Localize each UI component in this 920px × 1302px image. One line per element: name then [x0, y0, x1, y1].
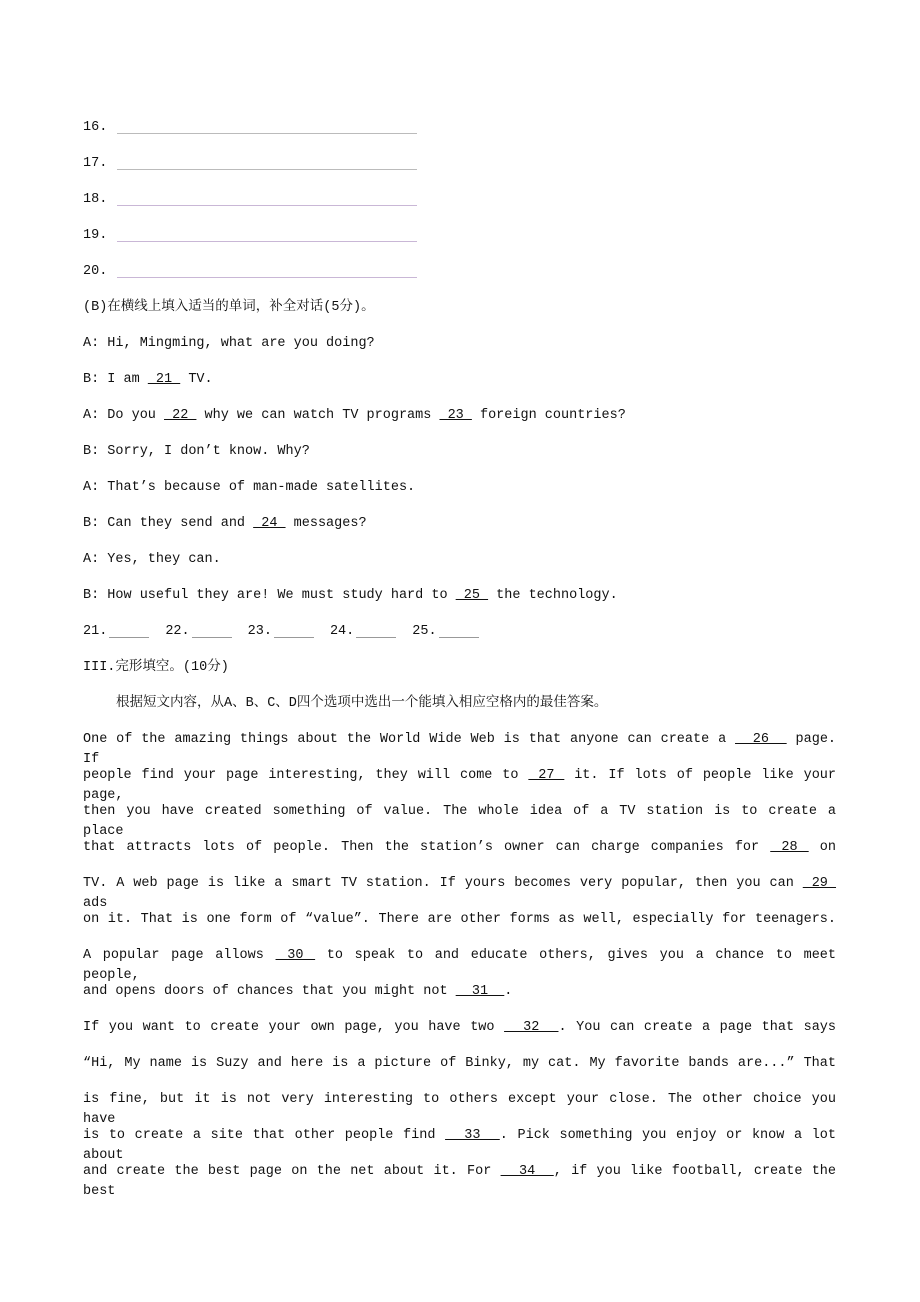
text-segment: to speak to and educate others, gives you a chance to meet people,	[83, 948, 837, 983]
dialogue-line	[83, 514, 367, 534]
text-segment: is to create a site that other people find	[83, 1128, 446, 1143]
answer-blank[interactable]	[117, 227, 417, 242]
passage-line	[83, 982, 512, 1002]
text-segment: messages?	[285, 516, 367, 531]
blank-answer-field[interactable]	[192, 623, 232, 638]
answer-line	[83, 226, 417, 246]
blank-answer-field[interactable]	[109, 623, 149, 638]
answer-number: 19.	[83, 228, 108, 243]
blank-number: 21	[147, 372, 181, 387]
passage-line	[83, 838, 836, 858]
blank-number: 32	[504, 1020, 559, 1035]
answer-blank[interactable]	[117, 263, 417, 278]
blank-number: 33	[445, 1128, 500, 1143]
blank-number: 29	[802, 876, 837, 891]
dialogue-line	[83, 334, 375, 354]
blank-number: 27	[528, 768, 565, 783]
passage-line	[83, 1126, 836, 1163]
answer-number: 16.	[83, 120, 108, 135]
passage-line	[83, 1054, 836, 1074]
text-segment: ads	[83, 896, 108, 911]
text-segment: people find your page interesting, they will come to	[83, 768, 529, 783]
text-segment: B: Sorry, I don’t know. Why?	[83, 444, 310, 459]
text-segment: . You can create a page that says	[558, 1020, 836, 1035]
dialogue-line	[83, 550, 221, 570]
blank-number: 31	[455, 984, 505, 999]
blank-number: 30	[275, 948, 316, 963]
text-segment: that attracts lots of people. Then the station’s owner can charge companies for	[83, 840, 771, 855]
passage-line	[83, 1162, 836, 1199]
passage-line	[83, 946, 837, 983]
answer-blank[interactable]	[117, 155, 417, 170]
text-segment: A: That’s because of man-made satellites.	[83, 480, 416, 495]
text-segment: , if you like football, create the best	[83, 1164, 836, 1199]
blank-number: 22	[164, 408, 197, 423]
text-segment: page. If	[83, 732, 837, 767]
text-segment: B: I am	[83, 372, 148, 387]
answer-line	[83, 118, 417, 138]
blank-number: 24	[253, 516, 286, 531]
text-segment: B: How useful they are! We must study hard to	[83, 588, 456, 603]
text-segment: A: Yes, they can.	[83, 552, 221, 567]
text-segment: . Pick something you enjoy or know a lot about	[83, 1128, 836, 1163]
answer-number: 17.	[83, 156, 108, 171]
section-b-title: (B)在横线上填入适当的单词，补全对话(5分)。	[83, 300, 375, 315]
answer-line	[83, 262, 417, 282]
text-segment: the technology.	[488, 588, 618, 603]
section-3-title: III.完形填空。(10分)	[83, 660, 229, 675]
passage-line	[83, 766, 837, 803]
passage-line	[83, 910, 836, 930]
passage-line	[83, 802, 836, 839]
text-segment: TV.	[180, 372, 213, 387]
text-segment: A popular page allows	[83, 948, 276, 963]
answer-number: 20.	[83, 264, 108, 279]
passage-line	[83, 730, 837, 767]
blank-number: 34	[500, 1164, 554, 1179]
text-segment: then you have created something of value. The whole idea of a TV station is to create a place	[83, 804, 836, 839]
text-segment: why we can watch TV programs	[196, 408, 440, 423]
blank-number: 23	[439, 408, 472, 423]
answer-blank[interactable]	[117, 119, 417, 134]
text-segment: and create the best page on the net about it. For	[83, 1164, 501, 1179]
section-3-instruction: 根据短文内容，从A、B、C、D四个选项中选出一个能填入相应空格内的最佳答案。	[116, 696, 608, 711]
blank-number: 25	[455, 588, 489, 603]
text-segment: One of the amazing things about the World Wide Web is that anyone can create a	[83, 732, 736, 747]
answer-blank[interactable]	[117, 191, 417, 206]
text-segment: on	[808, 840, 837, 855]
blank-label: 22.	[165, 624, 190, 639]
blank-answer-field[interactable]	[439, 623, 479, 638]
dialogue-line	[83, 586, 618, 606]
answer-number: 18.	[83, 192, 108, 207]
text-segment: B: Can they send and	[83, 516, 254, 531]
dialogue-line	[83, 442, 310, 462]
answer-line	[83, 190, 417, 210]
text-segment: “Hi, My name is Suzy and here is a picture of Binky, my cat. My favorite bands are...” That	[83, 1056, 836, 1071]
text-segment: .	[504, 984, 513, 999]
answer-line	[83, 154, 417, 174]
blank-label: 21.	[83, 624, 108, 639]
blank-label: 24.	[329, 624, 355, 639]
text-segment: TV. A web page is like a smart TV station. If yours becomes very popular, then you can	[83, 876, 803, 891]
blank-number: 28	[770, 840, 809, 855]
text-segment: foreign countries?	[471, 408, 626, 423]
dialogue-line	[83, 406, 626, 426]
dialogue-line	[83, 478, 415, 498]
blank-answer-field[interactable]	[356, 623, 396, 638]
text-segment: A: Do you	[83, 408, 165, 423]
text-segment: it. If lots of people like your page,	[83, 768, 837, 803]
text-segment: and opens doors of chances that you might not	[83, 984, 456, 999]
passage-line	[83, 874, 837, 911]
text-segment: A: Hi, Mingming, what are you doing?	[83, 336, 375, 351]
passage-line	[83, 1090, 836, 1127]
text-segment: If you want to create your own page, you have two	[83, 1020, 505, 1035]
passage-line	[83, 1018, 836, 1038]
blank-answer-field[interactable]	[274, 623, 314, 638]
dialogue-line	[83, 370, 213, 390]
blank-label: 25.	[412, 624, 437, 639]
text-segment: on it. That is one form of “value”. There are other forms as well, especially for teenagers.	[83, 912, 836, 927]
blank-answer-row	[83, 622, 495, 642]
text-segment: is fine, but it is not very interesting to others except your close. The other choice you have	[83, 1092, 836, 1127]
blank-label: 23.	[247, 624, 272, 639]
blank-number: 26	[735, 732, 787, 747]
